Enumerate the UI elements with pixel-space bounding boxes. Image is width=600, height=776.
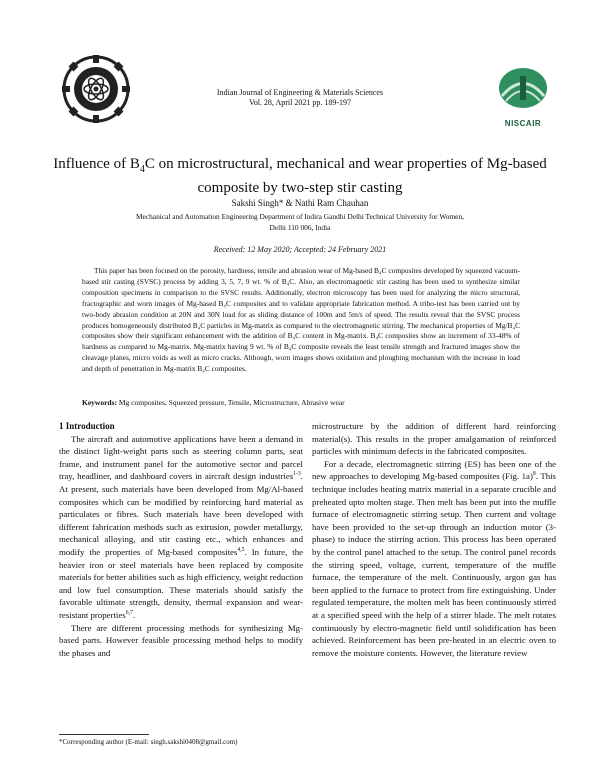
paragraph: microstructure by the addition of different hard reinforcing material(s). This results in the proper amalgamation of reinforced particles with minimum defects in the fabricated composites.	[312, 421, 556, 457]
niscair-logo-text: NISCAIR	[504, 119, 542, 128]
niscair-logo	[488, 66, 558, 126]
paragraph: For a decade, electromagnetic stirring (ES) has been one of the new approaches to developing Mg-based composites (Fig. 1a)$^8$. This technique includes heating matrix material in a separate crucible and preheated upto molten stage. Then melt has been put into the muffle furnace of electromagnetic stirring setup. Then current and voltage have been provided to the set-up through an induction motor (3-phase) to induce the stirring action. This process has been operated by the control panel attached to the setup. The control panel records the stirring speed, voltage, current, temperature of the muffle furnace, the temperature of the melt. Continuously, argon gas has been applied to the furnace to protect from fire extinguishing. Under regulated temperature, the molten melt has been continuously stirred at a specified speed with the help of a stirrer blade. The melt rotates continuously by electro-magnetic field until solidification has been achieved. Reinforcement has been pre-heated in an electric oven to remove the moisture contents. However, the literature review	[312, 458, 556, 658]
paragraph: There are different processing methods for synthesizing Mg-based parts. However feasible processing method helps to modify the phases and	[59, 622, 303, 658]
paragraph: The aircraft and automotive applications have been a demand in the distinct light-weight parts such as steering column parts, seat frame, and instrument panel for the automotive sector and parcel tray, headliner, and dashboard covers in aircraft design industries$^{1-3}$. At present, such materials have been developed from Mg/Al-based composites which can be modified by reinforcing hard material as particulates or fibres. Such materials have been developed with different fabrication methods such as extrusion, powder metallurgy, mechanical alloying, and stir casting etc., which enhances and modify the properties of Mg-based composites$^{4,5}$. In future, the heavier iron or steel materials have been replaced by composite materials for better abilities such as high efficiency, weight reduction and low fuel consumption. These materials should satisfy the favorable ultimate strength, density, thermal expansion and wear-resistant properties$^{6,7}$.	[59, 433, 304, 620]
affiliation: Mechanical and Automation Engineering Department of Indira Gandhi Delhi Technical University for Women, Delhi 110 006, India	[135, 212, 464, 232]
journal-name: Indian Journal of Engineering & Materials Sciences	[216, 88, 384, 97]
section-heading: 1 Introduction	[59, 421, 115, 431]
footnote-rule	[59, 734, 149, 735]
journal-emblem-logo	[62, 55, 130, 123]
niscair-emblem-icon	[488, 66, 558, 114]
abstract: This paper has been focused on the porosity, hardness, tensile and abrasion wear of Mg-based B₄C composites developed by squeezed vacuum-based stir casting (SVSC) process by adding 3, 5, 7, 9 wt. % of B₄C. Also, an electromagnetic stir casting has been used to synthesize similar composition specimens in comparison to the SVSC results. Additionally, electron microscopy has been used for analyzing the micro structural, fractographic and worn images of Mg-based B₄C composites and to validate appropriate fabrication method. A tribo-test has been carried out by two-body abrasion condition at 20N and 30N load for as sliding distance of 100m and 5m/s of speed. The results reveal that the SVSC process produces homogeneously distributed B₄C particles in Mg-matrix as compared to the electromagnetic stirring. The mechanical properties of Mg/B₄C composites show their significant enhancement with the addition of B₄C content in Mg-matrix. B₄C composites show an increment of 33-48% of hardness as compared to Mg-matrix. Mg-matrix having 9 wt. % of B₄C composite reveals the least tensile strength and fractured images show the cleavage planes, micro voids as well as micro cracks. Although, worn images shows oxidation and ploughing mechanism with the increase in load and depth of penetration in Mg-matrix B₄C composites.	[82, 266, 520, 374]
journal-header	[140, 88, 460, 108]
keywords-text: Mg composites, Squeezed pressure, Tensile, Microstructure, Abrasive wear	[118, 398, 345, 407]
body-right-column	[312, 420, 556, 659]
corresponding-author-footnote: *Corresponding author (E-mail: singh.sakshi0408@gmail.com)	[59, 738, 238, 746]
body-left-column	[59, 420, 303, 659]
keywords-label: Keywords:	[82, 398, 117, 407]
journal-volume: Vol. 28, April 2021 pp. 189-197	[248, 98, 352, 107]
paper-title: Influence of $B_4C$ on microstructural, mechanical and wear properties of Mg-based composite by two-step stir casting	[53, 156, 547, 196]
author-list: Sakshi Singh* & Nathi Ram Chauhan	[231, 198, 369, 208]
received-accepted-dates: Received: 12 May 2020; Accepted: 24 February 2021	[213, 245, 387, 254]
keywords	[82, 398, 520, 407]
